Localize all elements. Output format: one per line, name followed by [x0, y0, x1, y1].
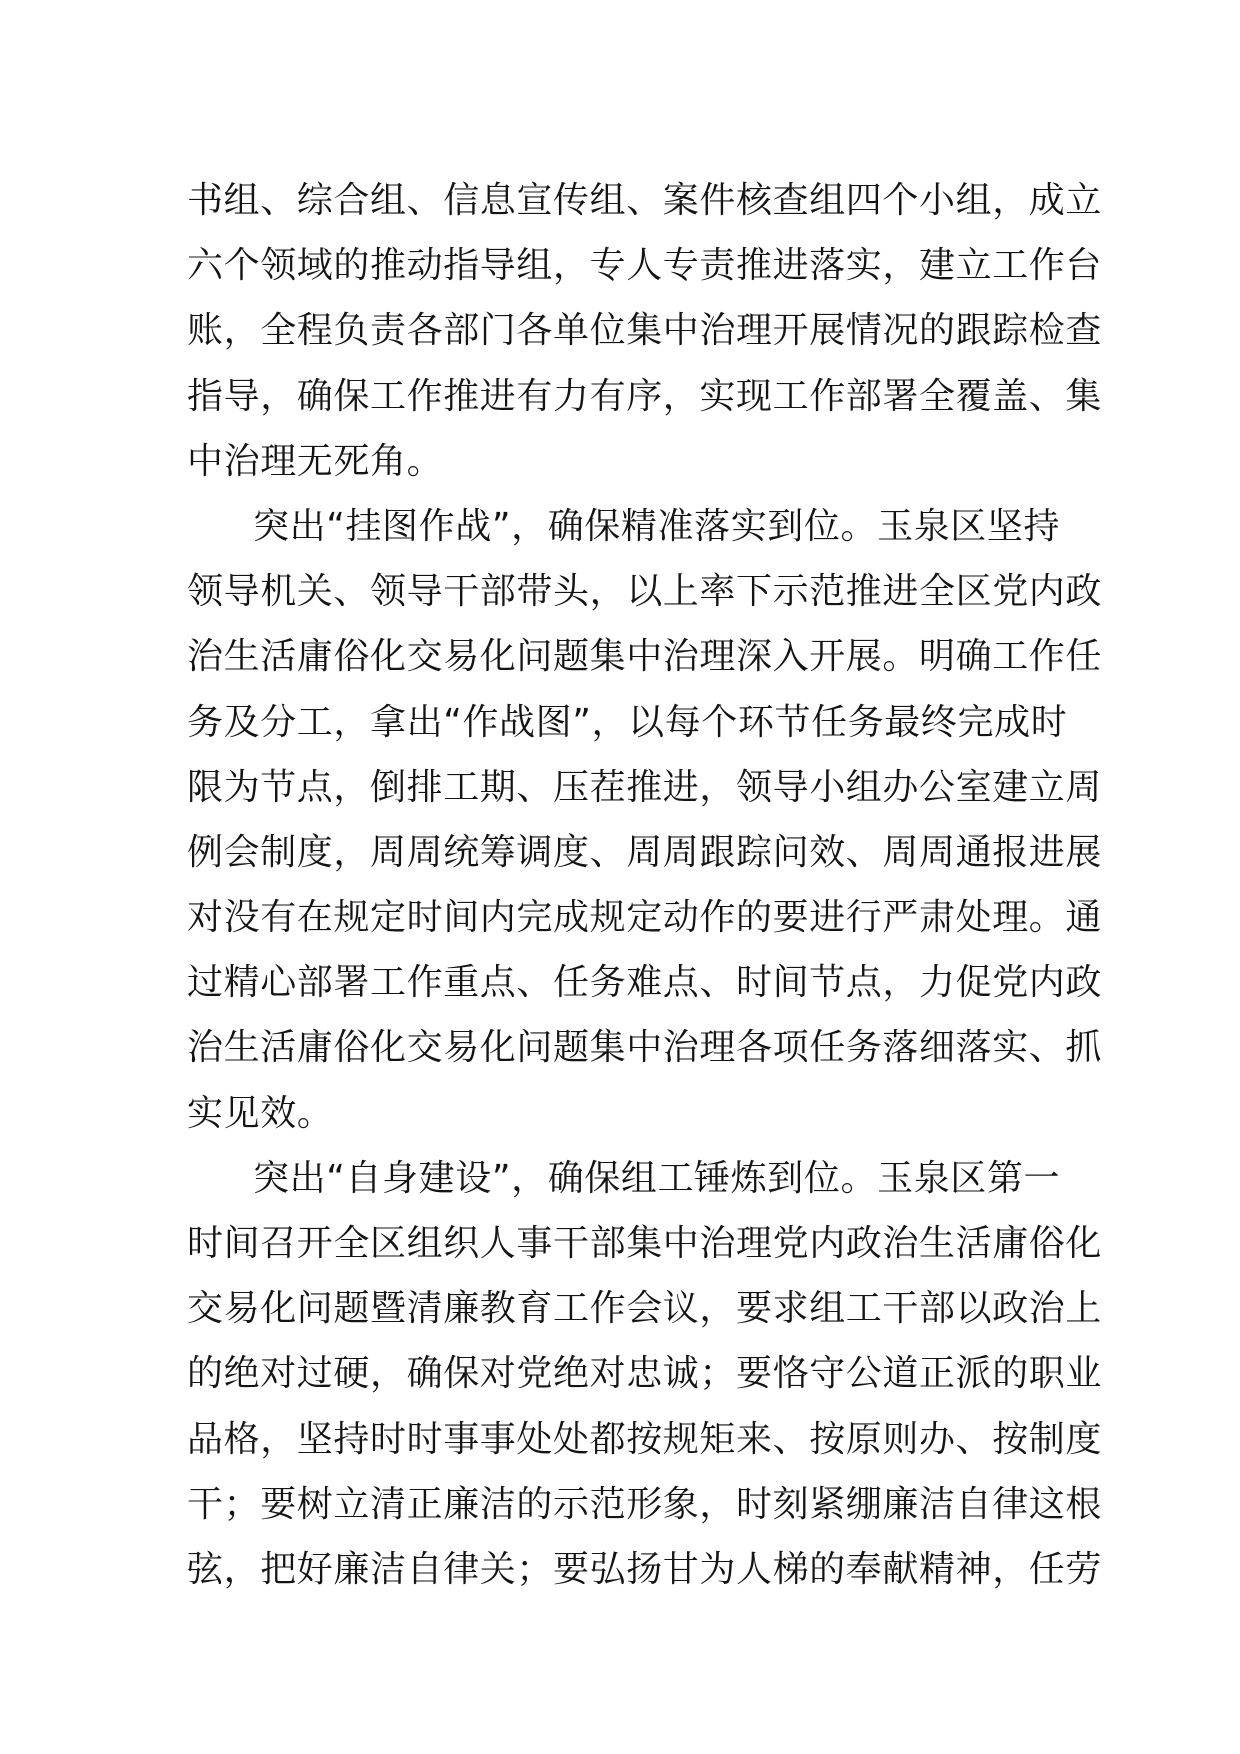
text-line: 干；要树立清正廉洁的示范形象，时刻紧绷廉洁自律这根 — [187, 1483, 1103, 1525]
text-line: 治生活庸俗化交易化问题集中治理深入开展。明确工作任 — [187, 636, 1103, 678]
paragraph-start-line: 突出“挂图作战”，确保精准落实到位。玉泉区坚持 — [253, 505, 1061, 547]
text-line: 指导，确保工作推进有力有序，实现工作部署全覆盖、集 — [187, 375, 1103, 417]
text-line: 品格，坚持时时事事处处都按规矩来、按原则办、按制度 — [187, 1418, 1103, 1460]
text-line: 实见效。 — [187, 1092, 334, 1134]
text-line: 对没有在规定时间内完成规定动作的要进行严肃处理。通 — [187, 897, 1103, 939]
text-line: 书组、综合组、信息宣传组、案件核查组四个小组，成立 — [187, 180, 1103, 221]
text-line: 时间召开全区组织人事干部集中治理党内政治生活庸俗化 — [187, 1223, 1103, 1264]
text-line: 领导机关、领导干部带头，以上率下示范推进全区党内政 — [187, 571, 1103, 613]
text-line: 账，全程负责各部门各单位集中治理开展情况的跟踪检查 — [187, 310, 1103, 352]
text-line: 弦，把好廉洁自律关；要弘扬甘为人梯的奉献精神，任劳 — [187, 1548, 1103, 1590]
body-text — [187, 168, 1103, 1602]
text-line: 过精心部署工作重点、任务难点、时间节点，力促党内政 — [187, 962, 1103, 1004]
text-line: 务及分工，拿出“作战图”，以每个环节任务最终完成时 — [187, 701, 1068, 743]
text-line: 治生活庸俗化交易化问题集中治理各项任务落细落实、抓 — [187, 1027, 1103, 1069]
text-line: 的绝对过硬，确保对党绝对忠诚；要恪守公道正派的职业 — [187, 1353, 1103, 1395]
text-line: 交易化问题暨清廉教育工作会议，要求组工干部以政治上 — [187, 1288, 1103, 1330]
text-line: 例会制度，周周统筹调度、周周跟踪问效、周周通报进展 — [187, 831, 1103, 873]
text-line: 六个领域的推动指导组，专人专责推进落实，建立工作台 — [187, 245, 1103, 287]
paragraph-start-line: 突出“自身建设”，确保组工锤炼到位。玉泉区第一 — [253, 1157, 1061, 1199]
text-line: 限为节点，倒排工期、压茬推进，领导小组办公室建立周 — [187, 766, 1103, 808]
text-line: 中治理无死角。 — [187, 440, 444, 482]
